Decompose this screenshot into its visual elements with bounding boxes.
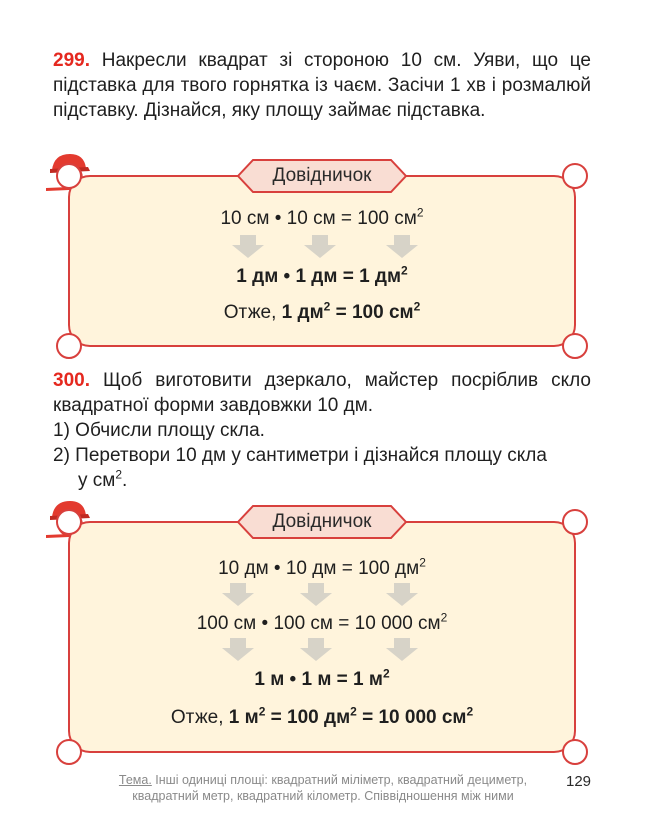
reference-box-1 xyxy=(68,165,576,347)
reference-title-badge xyxy=(237,505,407,539)
task-text: Щоб виготовити дзеркало, майстер посріблив скло квадратної форми завдовжки 10 дм. xyxy=(53,370,592,416)
box-corner xyxy=(562,739,588,765)
task-item-2-continued: у $см^2$. xyxy=(78,467,128,491)
down-arrow-icon xyxy=(230,235,266,259)
box-corner xyxy=(56,739,82,765)
formula-line-3: 1 м • 1 м = 1 $м^2$ xyxy=(254,666,390,690)
box-corner xyxy=(56,333,82,359)
formula-line-2: 100 см • 100 см = 10 000 $см^2$ xyxy=(196,610,448,634)
task-text: Накресли квадрат зі стороною 10 см. Уяви, що це підставка для твого горнятка із чаєм. Засічи 1 хв і розмалюй підставку. Дізнайся, яку площу займає підставка. xyxy=(53,50,591,121)
task-item-2: 2) Перетвори 10 дм у сантиметри і дізнайся площу скла xyxy=(53,445,547,466)
box-corner xyxy=(562,509,588,535)
task-299 xyxy=(53,48,591,123)
down-arrow-icon xyxy=(220,583,256,607)
box-corner xyxy=(56,509,82,535)
down-arrow-icon xyxy=(384,235,420,259)
down-arrow-icon xyxy=(384,638,420,662)
formula-line-1: 10 см • 10 см = 100 $см^2$ xyxy=(220,205,424,229)
page-footer xyxy=(93,772,553,804)
formula-line-1: 10 дм • 10 дм = 100 $дм^2$ xyxy=(218,555,426,579)
footer-label: Тема. xyxy=(118,773,152,787)
task-300 xyxy=(53,368,591,493)
reference-title: Довідничок xyxy=(272,511,372,532)
down-arrow-icon xyxy=(384,583,420,607)
reference-title-badge xyxy=(237,159,407,193)
reference-title: Довідничок xyxy=(272,165,372,186)
box-corner xyxy=(562,163,588,189)
down-arrow-icon xyxy=(298,638,334,662)
task-number: 299. xyxy=(53,50,90,71)
task-item-1: 1) Обчисли площу скла. xyxy=(53,420,265,441)
down-arrow-icon xyxy=(302,235,338,259)
formula-line-3: Отже, 1 $дм^2 = 100$ $см^2$ xyxy=(223,299,421,323)
reference-box-2 xyxy=(68,511,576,753)
page-number: 129 xyxy=(566,773,592,790)
task-number: 300. xyxy=(53,370,90,391)
box-corner xyxy=(56,163,82,189)
box-corner xyxy=(562,333,588,359)
formula-line-2: 1 дм • 1 дм = 1 $дм^2$ xyxy=(236,263,408,287)
formula-line-4: Отже, 1 $м^2 = 100$ $дм^2 = 10$ 000 $см^2$ xyxy=(170,704,474,728)
down-arrow-icon xyxy=(298,583,334,607)
down-arrow-icon xyxy=(220,638,256,662)
footer-text: Інші одиниці площі: квадратний міліметр, квадратний дециметр, квадратний метр, квадратний кілометр. Співвідношення між ними xyxy=(132,773,528,803)
